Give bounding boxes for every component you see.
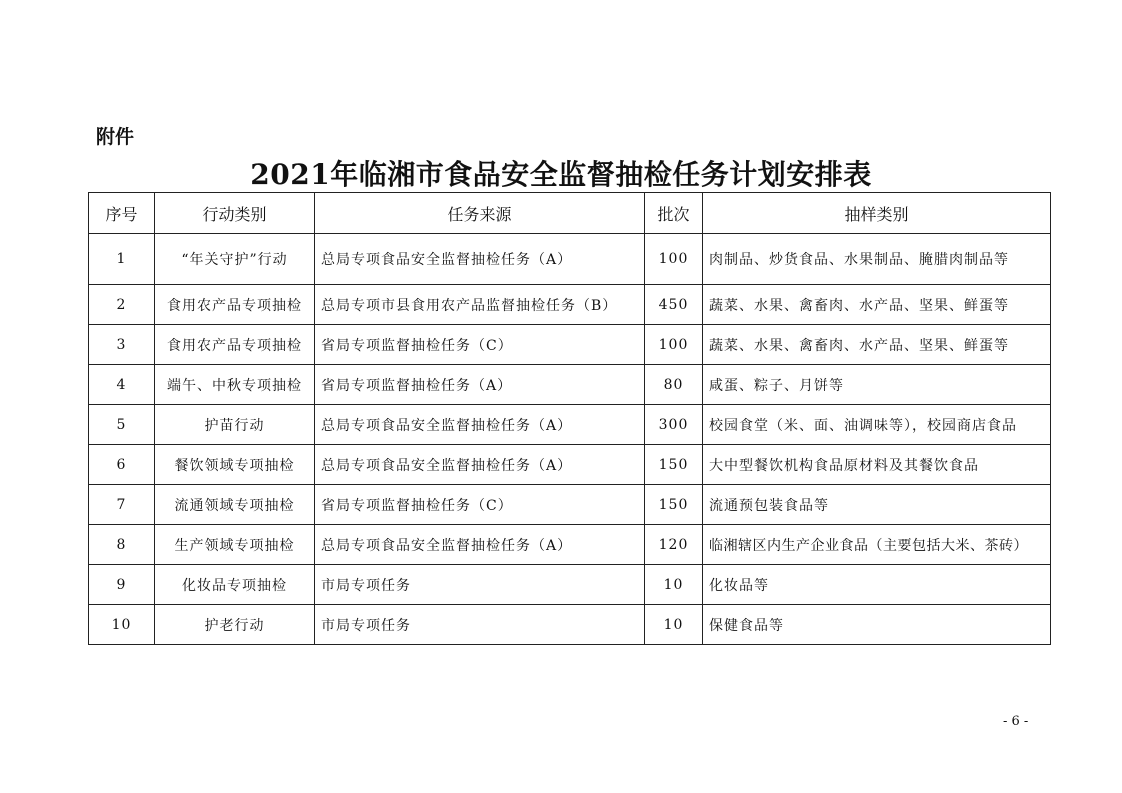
table-row [89, 605, 1051, 645]
cell-task-source: 省局专项监督抽检任务（A） [315, 365, 645, 405]
cell-seq: 5 [89, 405, 155, 445]
cell-seq: 4 [89, 365, 155, 405]
cell-task-source: 省局专项监督抽检任务（C） [315, 325, 645, 365]
cell-task-source: 省局专项监督抽检任务（C） [315, 485, 645, 525]
cell-action-type: 化妆品专项抽检 [155, 565, 315, 605]
cell-seq: 2 [89, 285, 155, 325]
cell-batch: 450 [645, 285, 703, 325]
header-sample-category: 抽样类别 [703, 193, 1051, 234]
cell-sample-category: 化妆品等 [703, 565, 1051, 605]
cell-seq: 9 [89, 565, 155, 605]
header-batch: 批次 [645, 193, 703, 234]
cell-batch: 120 [645, 525, 703, 565]
cell-batch: 80 [645, 365, 703, 405]
cell-task-source: 总局专项食品安全监督抽检任务（A） [315, 445, 645, 485]
table-row [89, 285, 1051, 325]
cell-task-source: 市局专项任务 [315, 605, 645, 645]
cell-sample-category: 校园食堂（米、面、油调味等），校园商店食品 [703, 405, 1051, 445]
cell-seq: 7 [89, 485, 155, 525]
cell-batch: 10 [645, 565, 703, 605]
page-title: 2021年临湘市食品安全监督抽检任务计划安排表 [250, 158, 872, 191]
cell-batch: 300 [645, 405, 703, 445]
cell-action-type: 食用农产品专项抽检 [155, 285, 315, 325]
cell-sample-category: 蔬菜、水果、禽畜肉、水产品、坚果、鲜蛋等 [703, 325, 1051, 365]
cell-batch: 100 [645, 325, 703, 365]
cell-action-type: 餐饮领域专项抽检 [155, 445, 315, 485]
table-row [89, 445, 1051, 485]
table-row [89, 325, 1051, 365]
cell-seq: 1 [89, 234, 155, 285]
cell-batch: 100 [645, 234, 703, 285]
cell-batch: 150 [645, 485, 703, 525]
cell-seq: 6 [89, 445, 155, 485]
cell-sample-category: 肉制品、炒货食品、水果制品、腌腊肉制品等 [703, 234, 1051, 285]
page-number: - 6 - [1003, 714, 1029, 729]
cell-action-type: 护苗行动 [155, 405, 315, 445]
table-row [89, 405, 1051, 445]
cell-action-type: 端午、中秋专项抽检 [155, 365, 315, 405]
cell-batch: 10 [645, 605, 703, 645]
cell-sample-category: 保健食品等 [703, 605, 1051, 645]
cell-action-type: 生产领域专项抽检 [155, 525, 315, 565]
table-header-row [89, 193, 1051, 234]
table-row [89, 234, 1051, 285]
cell-sample-category: 临湘辖区内生产企业食品（主要包括大米、茶砖） [703, 525, 1051, 565]
cell-task-source: 总局专项食品安全监督抽检任务（A） [315, 234, 645, 285]
cell-sample-category: 流通预包装食品等 [703, 485, 1051, 525]
cell-sample-category: 蔬菜、水果、禽畜肉、水产品、坚果、鲜蛋等 [703, 285, 1051, 325]
cell-action-type: 食用农产品专项抽检 [155, 325, 315, 365]
header-task-source: 任务来源 [315, 193, 645, 234]
cell-batch: 150 [645, 445, 703, 485]
cell-task-source: 总局专项食品安全监督抽检任务（A） [315, 405, 645, 445]
cell-action-type: 流通领域专项抽检 [155, 485, 315, 525]
cell-task-source: 总局专项食品安全监督抽检任务（A） [315, 525, 645, 565]
table-row [89, 485, 1051, 525]
cell-action-type: “年关守护”行动 [155, 234, 315, 285]
cell-sample-category: 咸蛋、粽子、月饼等 [703, 365, 1051, 405]
table-row [89, 525, 1051, 565]
cell-seq: 3 [89, 325, 155, 365]
cell-task-source: 总局专项市县食用农产品监督抽检任务（B） [315, 285, 645, 325]
cell-action-type: 护老行动 [155, 605, 315, 645]
cell-seq: 10 [89, 605, 155, 645]
cell-task-source: 市局专项任务 [315, 565, 645, 605]
attachment-label: 附件 [96, 126, 135, 148]
plan-table [88, 192, 1051, 645]
header-seq: 序号 [89, 193, 155, 234]
cell-seq: 8 [89, 525, 155, 565]
header-action-type: 行动类别 [155, 193, 315, 234]
cell-sample-category: 大中型餐饮机构食品原材料及其餐饮食品 [703, 445, 1051, 485]
table-row [89, 365, 1051, 405]
table-row [89, 565, 1051, 605]
